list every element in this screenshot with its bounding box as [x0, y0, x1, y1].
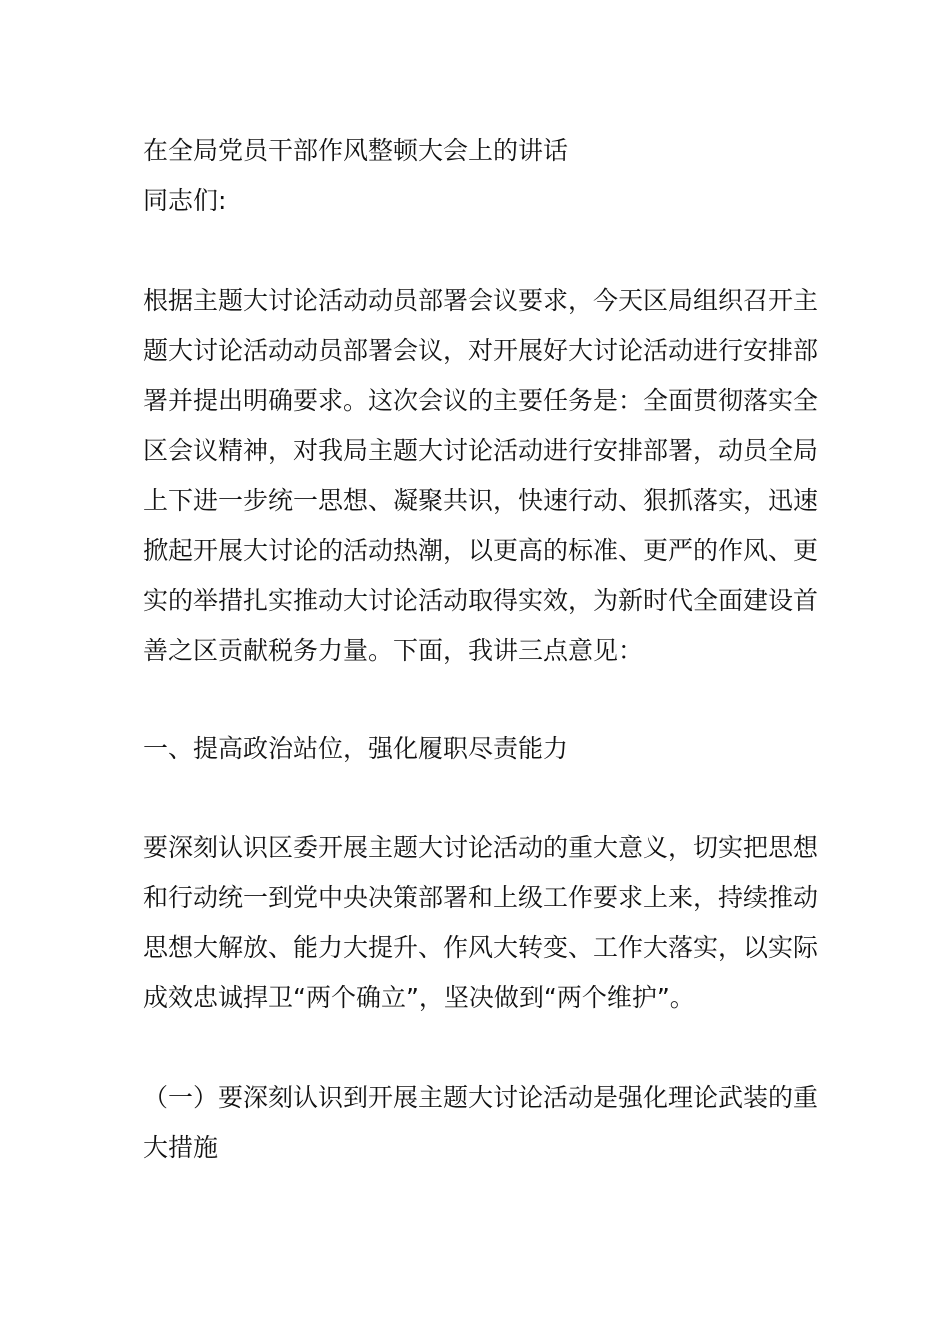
intro-line: 实的举措扎实推动大讨论活动取得实效，为新时代全面建设首: [143, 586, 819, 615]
intro-line: 掀起开展大讨论的活动热潮，以更高的标准、更严的作风、更: [143, 536, 819, 565]
section-body-line: 和行动统一到党中央决策部署和上级工作要求上来，持续推动: [143, 883, 819, 912]
section-body-line: 思想大解放、能力大提升、作风大转变、工作大落实，以实际: [143, 933, 819, 962]
intro-line: 上下进一步统一思想、凝聚共识，快速行动、狠抓落实，迅速: [143, 486, 819, 515]
intro-line: 署并提出明确要求。这次会议的主要任务是：全面贯彻落实全: [143, 386, 819, 415]
document-title: 在全局党员干部作风整顿大会上的讲话: [143, 136, 569, 165]
intro-line: 善之区贡献税务力量。下面，我讲三点意见：: [143, 636, 644, 665]
subsection-heading-line: 大措施: [143, 1133, 219, 1162]
section-body-line: 成效忠诚捍卫“两个确立”，坚决做到“两个维护”。: [143, 983, 695, 1012]
intro-line: 区会议精神，对我局主题大讨论活动进行安排部署，动员全局: [143, 436, 819, 465]
intro-line: 根据主题大讨论活动动员部署会议要求，今天区局组织召开主: [143, 286, 819, 315]
salutation: 同志们:: [143, 186, 227, 215]
intro-line: 题大讨论活动动员部署会议，对开展好大讨论活动进行安排部: [143, 336, 819, 365]
section-body-line: 要深刻认识区委开展主题大讨论活动的重大意义，切实把思想: [143, 833, 819, 862]
subsection-heading-line: （一）要深刻认识到开展主题大讨论活动是强化理论武装的重: [143, 1083, 819, 1112]
section-heading: 一、提高政治站位，强化履职尽责能力: [143, 734, 569, 763]
